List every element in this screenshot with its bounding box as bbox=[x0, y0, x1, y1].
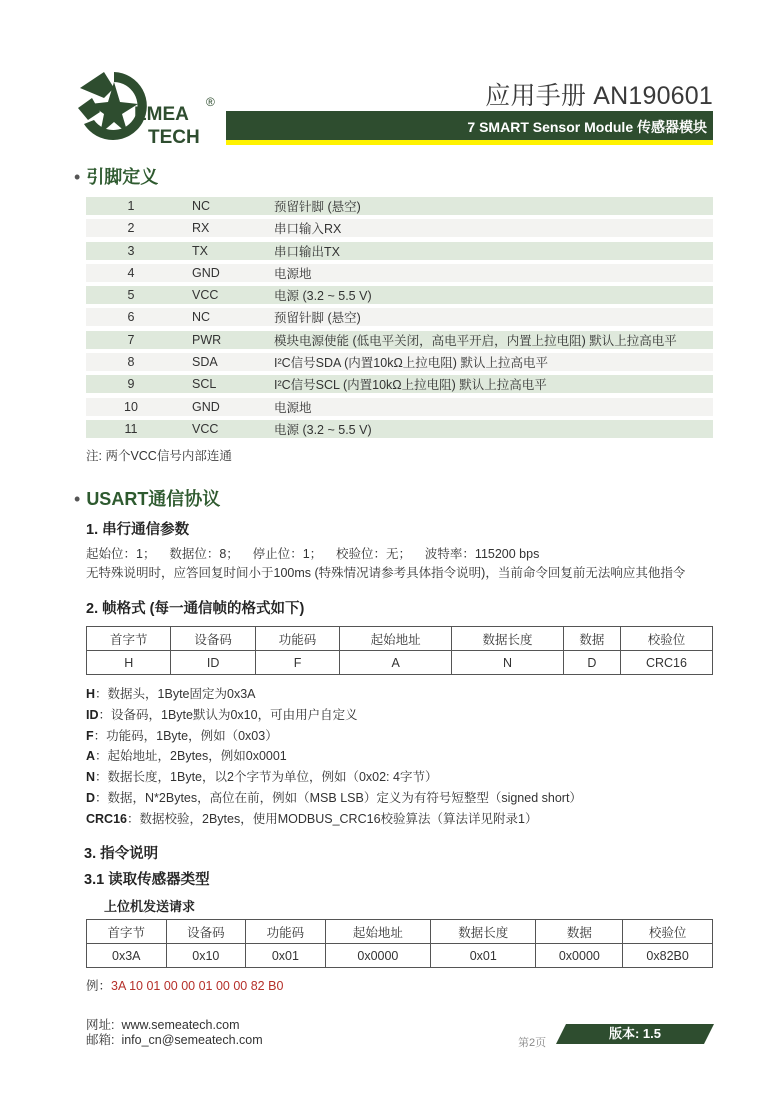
serial-params-line: 起始位：1； 数据位：8； 停止位：1； 校验位：无； 波特率：115200 bps bbox=[86, 547, 540, 561]
pin-number: 2 bbox=[127, 221, 135, 236]
pin-row bbox=[86, 375, 713, 393]
pin-number: 7 bbox=[127, 332, 135, 347]
pin-description: 预留针脚 (悬空) bbox=[274, 200, 361, 214]
document-subtitle: 7 SMART Sensor Module 传感器模块 bbox=[467, 119, 707, 135]
pin-name: NC bbox=[192, 310, 211, 325]
frame-value-cell: F bbox=[255, 651, 339, 675]
pin-row bbox=[86, 308, 713, 326]
field-key: H bbox=[86, 687, 96, 701]
pin-name: GND bbox=[192, 265, 220, 280]
frame-header-cell: 首字节 bbox=[87, 627, 171, 651]
pin-number: 1 bbox=[127, 199, 135, 213]
pin-table bbox=[86, 197, 713, 442]
pin-name: VCC bbox=[192, 288, 219, 303]
field-definition bbox=[86, 746, 582, 767]
field-description: ：起始地址，2Bytes，例如0x0001 bbox=[95, 749, 287, 764]
pin-row bbox=[86, 398, 713, 416]
logo-text-top: EMEA bbox=[134, 104, 189, 125]
pin-row bbox=[86, 331, 713, 349]
pin-name: SCL bbox=[192, 377, 217, 392]
field-definition bbox=[86, 767, 582, 788]
field-definition bbox=[86, 726, 582, 747]
pin-number: 9 bbox=[127, 377, 135, 392]
pin-number: 10 bbox=[124, 399, 138, 414]
commands-heading: 3. 指令说明 bbox=[84, 846, 159, 862]
pin-description: 电源 (3.2 ~ 5.5 V) bbox=[274, 422, 372, 437]
read-sensor-type-heading: 3.1 读取传感器类型 bbox=[84, 872, 210, 888]
frame-header-cell: 功能码 bbox=[255, 627, 339, 651]
pin-description: I²C信号SDA (内置10kΩ上拉电阻) 默认上拉高电平 bbox=[274, 356, 548, 371]
pin-number: 3 bbox=[127, 243, 135, 258]
pin-name: RX bbox=[192, 221, 210, 236]
bullet: • bbox=[74, 167, 81, 187]
pin-description: 串口输出TX bbox=[274, 244, 340, 259]
frame-header-cell: 设备码 bbox=[171, 627, 255, 651]
field-key: A bbox=[86, 749, 96, 764]
registered-mark: ® bbox=[206, 95, 215, 109]
header-bar bbox=[226, 111, 713, 140]
frame-header-cell: 起始地址 bbox=[340, 627, 452, 651]
pin-note: 注: 两个VCC信号内部连通 bbox=[86, 449, 232, 463]
pin-name: PWR bbox=[192, 332, 222, 347]
example-label: 例： bbox=[86, 979, 112, 993]
field-key: ID bbox=[86, 707, 99, 722]
field-key: N bbox=[86, 770, 96, 785]
request-value-cell: 0x82B0 bbox=[623, 944, 713, 968]
pin-number: 4 bbox=[127, 265, 135, 280]
document-title: 应用手册 AN190601 bbox=[485, 82, 713, 110]
field-definition bbox=[86, 788, 582, 809]
pin-description: 电源地 bbox=[274, 266, 312, 281]
field-description: ：功能码，1Byte，例如（0x03） bbox=[93, 728, 278, 743]
pin-row bbox=[86, 219, 713, 237]
pin-row bbox=[86, 197, 713, 215]
request-header-cell: 功能码 bbox=[246, 920, 326, 944]
request-value-cell: 0x10 bbox=[166, 944, 246, 968]
field-key: D bbox=[86, 790, 96, 805]
email-label: 邮箱: bbox=[86, 1033, 115, 1047]
pin-row bbox=[86, 353, 713, 371]
logo-text-bottom: TECH bbox=[148, 127, 200, 148]
pin-name: GND bbox=[192, 399, 220, 414]
frame-format-heading: 2. 帧格式 (每一通信帧的格式如下) bbox=[86, 601, 305, 617]
frame-header-cell: 数据 bbox=[563, 627, 620, 651]
frame-value-cell: ID bbox=[171, 651, 255, 675]
frame-value-cell: D bbox=[563, 651, 620, 675]
pin-row bbox=[86, 286, 713, 304]
pin-section-heading bbox=[74, 163, 158, 189]
request-value-cell: 0x0000 bbox=[536, 944, 623, 968]
pin-row bbox=[86, 264, 713, 282]
website-link[interactable]: www.semeatech.com bbox=[121, 1018, 240, 1032]
field-description: ：数据，N*2Bytes，高位在前，例如（MSB LSB）定义为有符号短整型（signed short） bbox=[95, 790, 582, 805]
pin-description: 串口输入RX bbox=[274, 222, 342, 237]
pin-description: 电源地 bbox=[274, 400, 312, 415]
pin-number: 6 bbox=[127, 310, 135, 325]
request-value-row bbox=[87, 944, 713, 968]
pin-number: 8 bbox=[127, 355, 135, 370]
website-label: 网址: bbox=[86, 1018, 115, 1032]
serial-params-heading: 1. 串行通信参数 bbox=[86, 522, 190, 538]
request-example bbox=[86, 976, 283, 994]
pin-description: 预留针脚 (悬空) bbox=[274, 311, 361, 326]
response-time-note: 无特殊说明时，应答回复时间小于100ms (特殊情况请参考具体指令说明)，当前命令回复前无法响应其他指令 bbox=[86, 566, 686, 580]
pin-row bbox=[86, 242, 713, 260]
request-header-cell: 数据长度 bbox=[431, 920, 536, 944]
request-header-cell: 数据 bbox=[536, 920, 623, 944]
pin-name: TX bbox=[192, 243, 208, 258]
pin-description: 模块电源使能 (低电平关闭，高电平开启，内置上拉电阻) 默认上拉高电平 bbox=[274, 333, 677, 348]
request-header-cell: 首字节 bbox=[87, 920, 167, 944]
field-description: ：数据长度，1Byte，以2个字节为单位，例如（0x02: 4字节） bbox=[95, 770, 438, 785]
request-header-cell: 设备码 bbox=[166, 920, 246, 944]
request-value-cell: 0x01 bbox=[431, 944, 536, 968]
version-badge bbox=[556, 1024, 714, 1044]
version-text: 版本: 1.5 bbox=[608, 1026, 661, 1041]
field-definition bbox=[86, 705, 582, 726]
request-value-cell: 0x3A bbox=[87, 944, 167, 968]
host-request-label: 上位机发送请求 bbox=[104, 899, 196, 914]
email-link[interactable]: info_cn@semeatech.com bbox=[121, 1033, 263, 1047]
bullet: • bbox=[74, 489, 81, 509]
field-description: ：数据校验，2Bytes，使用MODBUS_CRC16校验算法（算法详见附录1） bbox=[127, 811, 538, 826]
frame-field-list bbox=[86, 684, 582, 830]
frame-header-cell: 数据长度 bbox=[452, 627, 564, 651]
usart-section-title: USART通信协议 bbox=[86, 489, 221, 509]
request-frame-table bbox=[86, 919, 713, 968]
company-logo bbox=[74, 68, 224, 148]
request-value-cell: 0x01 bbox=[246, 944, 326, 968]
frame-format-table bbox=[86, 626, 713, 675]
request-value-cell: 0x0000 bbox=[325, 944, 430, 968]
frame-value-cell: H bbox=[87, 651, 171, 675]
frame-value-cell: CRC16 bbox=[620, 651, 712, 675]
pin-description: 电源 (3.2 ~ 5.5 V) bbox=[274, 289, 372, 304]
footer-contact bbox=[86, 1018, 263, 1048]
semeatech-logo-icon bbox=[74, 68, 224, 148]
page-number: 第2页 bbox=[518, 1037, 547, 1049]
usart-section-heading bbox=[74, 485, 220, 511]
frame-value-cell: A bbox=[340, 651, 452, 675]
request-header-row bbox=[87, 920, 713, 944]
frame-format-value-row bbox=[87, 651, 713, 675]
frame-header-cell: 校验位 bbox=[620, 627, 712, 651]
pin-row bbox=[86, 420, 713, 438]
example-bytes: 3A 10 01 00 00 01 00 00 82 B0 bbox=[111, 979, 284, 993]
pin-number: 11 bbox=[124, 421, 138, 436]
field-description: ：数据头，1Byte固定为0x3A bbox=[95, 687, 256, 701]
field-key: F bbox=[86, 728, 94, 743]
field-key: CRC16 bbox=[86, 811, 127, 826]
field-definition bbox=[86, 684, 582, 705]
pin-name: VCC bbox=[192, 421, 219, 436]
frame-value-cell: N bbox=[452, 651, 564, 675]
pin-name: NC bbox=[192, 199, 211, 213]
header-accent-strip bbox=[226, 140, 713, 145]
pin-section-title: 引脚定义 bbox=[86, 167, 159, 187]
pin-description: I²C信号SCL (内置10kΩ上拉电阻) 默认上拉高电平 bbox=[274, 378, 547, 393]
field-description: ：设备码，1Byte默认为0x10，可由用户自定义 bbox=[98, 707, 358, 722]
frame-format-header-row bbox=[87, 627, 713, 651]
field-definition bbox=[86, 809, 582, 830]
request-header-cell: 起始地址 bbox=[325, 920, 430, 944]
request-header-cell: 校验位 bbox=[623, 920, 713, 944]
pin-number: 5 bbox=[127, 288, 135, 303]
pin-name: SDA bbox=[192, 355, 218, 370]
